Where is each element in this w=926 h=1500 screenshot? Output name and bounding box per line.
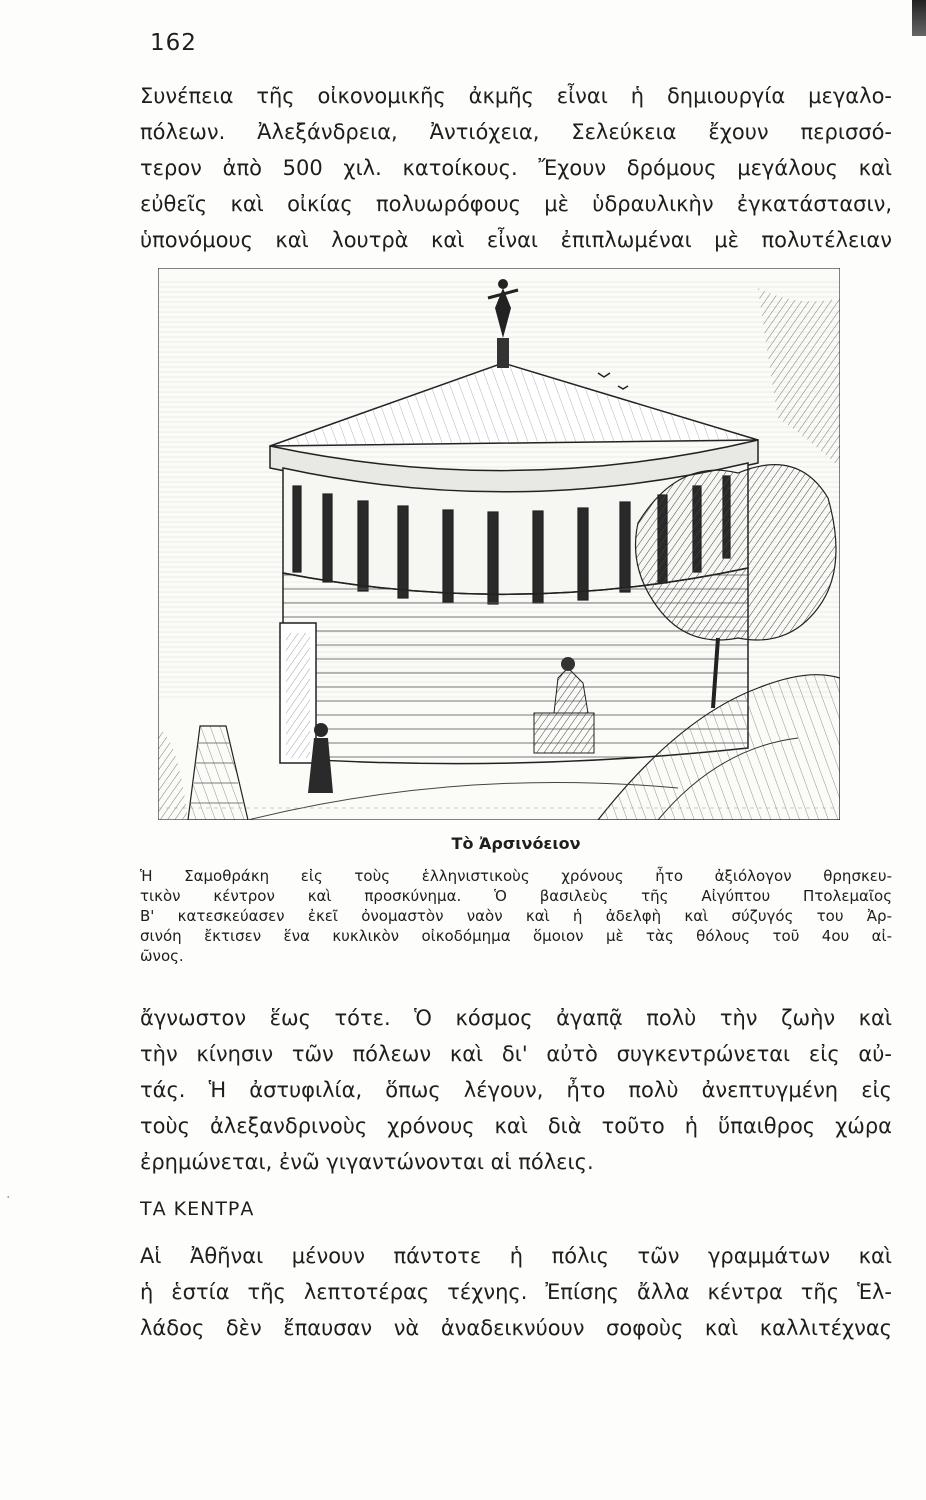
note-line: Ἡ Σαμοθράκη εἰς τοὺς ἑλληνιστικοὺς χρόνους ἦτο ἀξιόλογον θρησκευ- (140, 867, 892, 885)
figure-caption: Τὸ Ἀρσινόειον (451, 834, 581, 853)
note-line: σινόη ἔκτισεν ἕνα κυκλικὸν οἰκοδόμημα ὅμοιον μὲ τὰς θόλους τοῦ 4ου αἰ- (140, 927, 892, 945)
note-line: Β' κατεσκεύασεν ἐκεῖ ὀνομαστὸν ναὸν καὶ ἡ ἀδελφὴ καὶ σύζυγός του Ἀρ- (140, 907, 892, 925)
note-line: τικὸν κέντρον καὶ προσκύνημα. Ὁ βασιλεὺς τῆς Αἰγύπτου Πτολεμαῖος (140, 887, 892, 905)
arsinoeion-illustration (158, 268, 840, 820)
text-line: εὐθεῖς καὶ οἰκίας πολυωρόφους μὲ ὑδραυλικὴν ἐγκατάστασιν, (140, 192, 892, 216)
text-line: τάς. Ἡ ἀστυφιλία, ὅπως λέγουν, ἦτο πολὺ ἀνεπτυγμένη εἰς (140, 1078, 892, 1102)
page-edge-mark (912, 0, 926, 36)
section-heading: ΤΑ ΚΕΝΤΡΑ (140, 1198, 255, 1220)
text-line: πόλεων. Ἀλεξάνδρεια, Ἀντιόχεια, Σελεύκεια ἔχουν περισσό- (140, 120, 892, 144)
text-line: Συνέπεια τῆς οἰκονομικῆς ἀκμῆς εἶναι ἡ δημιουργία μεγαλο- (140, 84, 892, 108)
text-line: τοὺς ἀλεξανδρινοὺς χρόνους καὶ διὰ τοῦτο ἡ ὕπαιθρος χώρα (140, 1114, 892, 1138)
page-speck: · (6, 1190, 11, 1206)
text-line: τερον ἀπὸ 500 χιλ. κατοίκους. Ἔχουν δρόμους μεγάλους καὶ (140, 156, 892, 180)
page-number: 162 (150, 30, 197, 56)
text-line: ἐρημώνεται, ἐνῶ γιγαντώνονται αἱ πόλεις. (140, 1150, 594, 1174)
paragraph-3 (140, 1238, 892, 1346)
text-line: τὴν κίνησιν τῶν πόλεων καὶ δι' αὐτὸ συγκεντρώνεται εἰς αὐ- (140, 1042, 892, 1066)
text-line: λάδος δὲν ἔπαυσαν νὰ ἀναδεικνύουν σοφοὺς καὶ καλλιτέχνας (140, 1316, 892, 1340)
figure-note (140, 866, 892, 966)
paragraph-2 (140, 1000, 892, 1180)
text-line: ὑπονόμους καὶ λουτρὰ καὶ εἶναι ἐπιπλωμέναι μὲ πολυτέλειαν (140, 228, 892, 252)
text-line: Αἱ Ἀθῆναι μένουν πάντοτε ἡ πόλις τῶν γραμμάτων καὶ (140, 1244, 892, 1268)
text-line: ἡ ἑστία τῆς λεπτοτέρας τέχνης. Ἐπίσης ἄλλα κέντρα τῆς Ἑλ- (140, 1280, 892, 1304)
note-line: ῶνος. (140, 947, 184, 965)
paragraph-1 (140, 78, 892, 258)
text-line: ἄγνωστον ἕως τότε. Ὁ κόσμος ἀγαπᾷ πολὺ τὴν ζωὴν καὶ (140, 1006, 892, 1030)
